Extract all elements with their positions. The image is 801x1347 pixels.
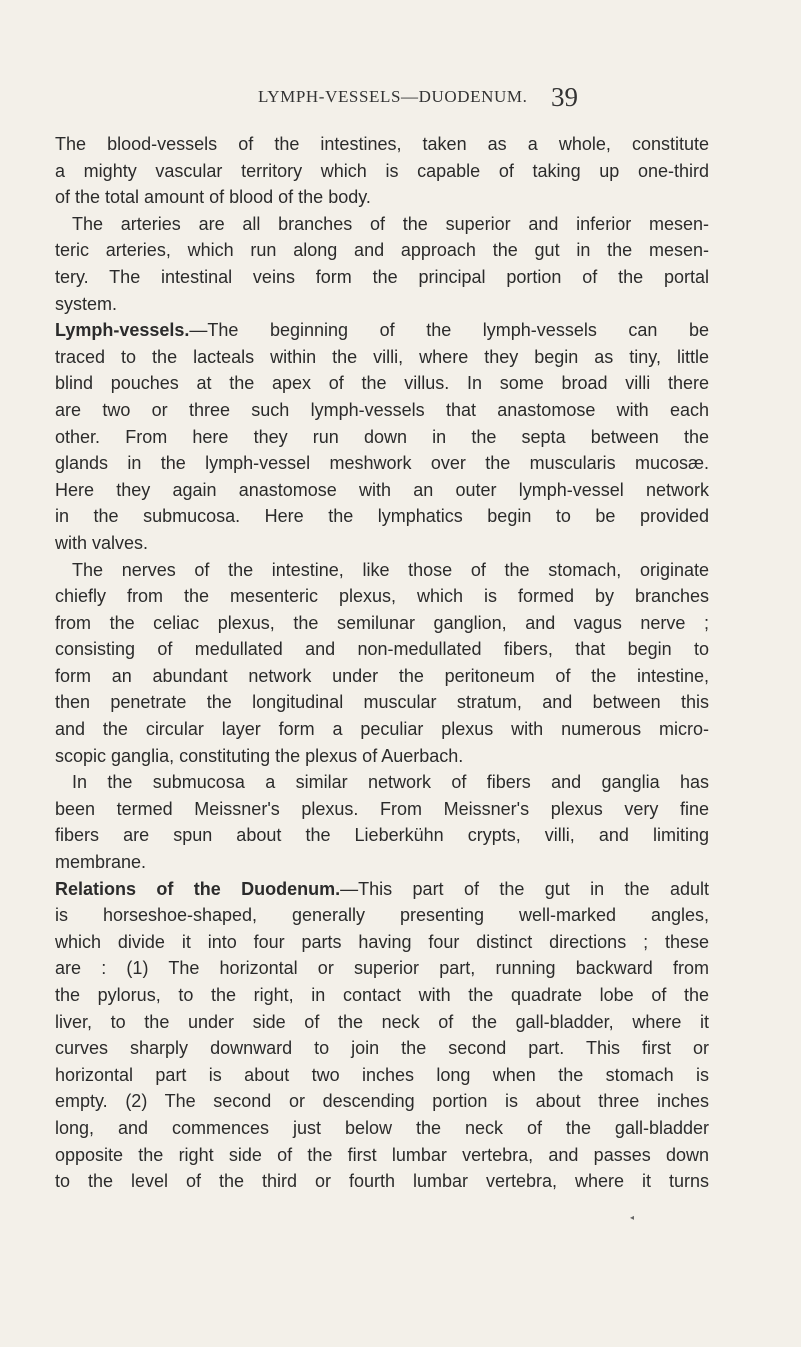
text-line: are two or three such lymph-vessels that anastomose with each	[55, 399, 709, 420]
text-line: of the total amount of blood of the body.	[55, 187, 371, 208]
text-line: is horseshoe-shaped, generally presenting well-marked angles,	[55, 905, 709, 926]
text-line: long, and commences just below the neck of the gall-bladder	[55, 1117, 709, 1138]
body-text	[55, 131, 709, 1195]
text-line	[55, 317, 709, 344]
text-line: the pylorus, to the right, in contact with the quadrate lobe of the	[55, 985, 709, 1005]
text-line: membrane.	[55, 852, 147, 873]
text-line: are : (1) The horizontal or superior part, running backward from	[55, 958, 709, 979]
text-line: teric arteries, which run along and approach the gut in the mesen-	[55, 240, 709, 261]
text-line: The nerves of the intestine, like those of the stomach, originate	[72, 559, 709, 580]
running-head	[206, 82, 626, 115]
text-line: scopic ganglia, constituting the plexus of Auerbach.	[55, 745, 464, 766]
text-line: In the submucosa a similar network of fibers and ganglia has	[72, 772, 709, 793]
text-line	[55, 876, 709, 903]
corner-mark: ◂	[630, 1213, 635, 1222]
text-line: blind pouches at the apex of the villus. In some broad villi there	[55, 373, 709, 394]
text-line: horizontal part is about two inches long when the stomach is	[55, 1064, 709, 1085]
text-line: tery. The intestinal veins form the principal portion of the portal	[55, 266, 709, 287]
text-line: glands in the lymph-vessel meshwork over the muscularis mucosæ.	[55, 453, 709, 474]
section-heading-lymph-vessels: Lymph-vessels.	[55, 320, 190, 341]
section-heading-relations-duodenum: Relations of the Duodenum.	[55, 878, 341, 899]
text-line: chiefly from the mesenteric plexus, which is formed by branches	[55, 586, 709, 607]
text-line: which divide it into four parts having four distinct directions ; these	[55, 931, 709, 952]
text-line: consisting of medullated and non-medullated fibers, that begin to	[55, 639, 709, 660]
text-line: then penetrate the longitudinal muscular stratum, and between this	[55, 692, 709, 713]
text-line: form an abundant network under the peritoneum of the intestine,	[55, 665, 709, 686]
text-line: curves sharply downward to join the second part. This first or	[55, 1038, 709, 1059]
text-line: The arteries are all branches of the superior and inferior mesen-	[72, 213, 709, 234]
text-line: with valves.	[55, 532, 149, 553]
running-title: LYMPH-VESSELS—DUODENUM.	[258, 87, 528, 106]
text-line: liver, to the under side of the neck of the gall-bladder, where it	[55, 1011, 709, 1032]
text-line: The blood-vessels of the intestines, taken as a whole, constitute	[55, 134, 709, 154]
text-line: to the level of the third or fourth lumbar vertebra, where it turns	[55, 1171, 709, 1192]
text-run: —The beginning of the lymph-vessels can be	[189, 320, 709, 341]
text-line: other. From here they run down in the septa between the	[55, 426, 709, 447]
text-line: from the celiac plexus, the semilunar ganglion, and vagus nerve ;	[55, 612, 709, 633]
text-line: empty. (2) The second or descending portion is about three inches	[55, 1091, 709, 1112]
text-line: and the circular layer form a peculiar plexus with numerous micro-	[55, 719, 709, 740]
text-line: Here they again anastomose with an outer lymph-vessel network	[55, 479, 709, 500]
text-line: been termed Meissner's plexus. From Meissner's plexus very fine	[55, 798, 709, 819]
text-line: system.	[55, 293, 118, 314]
text-line: traced to the lacteals within the villi, where they begin as tiny, little	[55, 346, 709, 367]
text-line: fibers are spun about the Lieberkühn crypts, villi, and limiting	[55, 825, 709, 846]
text-line: opposite the right side of the first lumbar vertebra, and passes down	[55, 1144, 709, 1165]
text-line: a mighty vascular territory which is capable of taking up one-third	[55, 160, 709, 181]
text-line: in the submucosa. Here the lymphatics begin to be provided	[55, 506, 709, 527]
page-number: 39	[551, 82, 578, 112]
text-run: —This part of the gut in the adult	[340, 878, 709, 899]
